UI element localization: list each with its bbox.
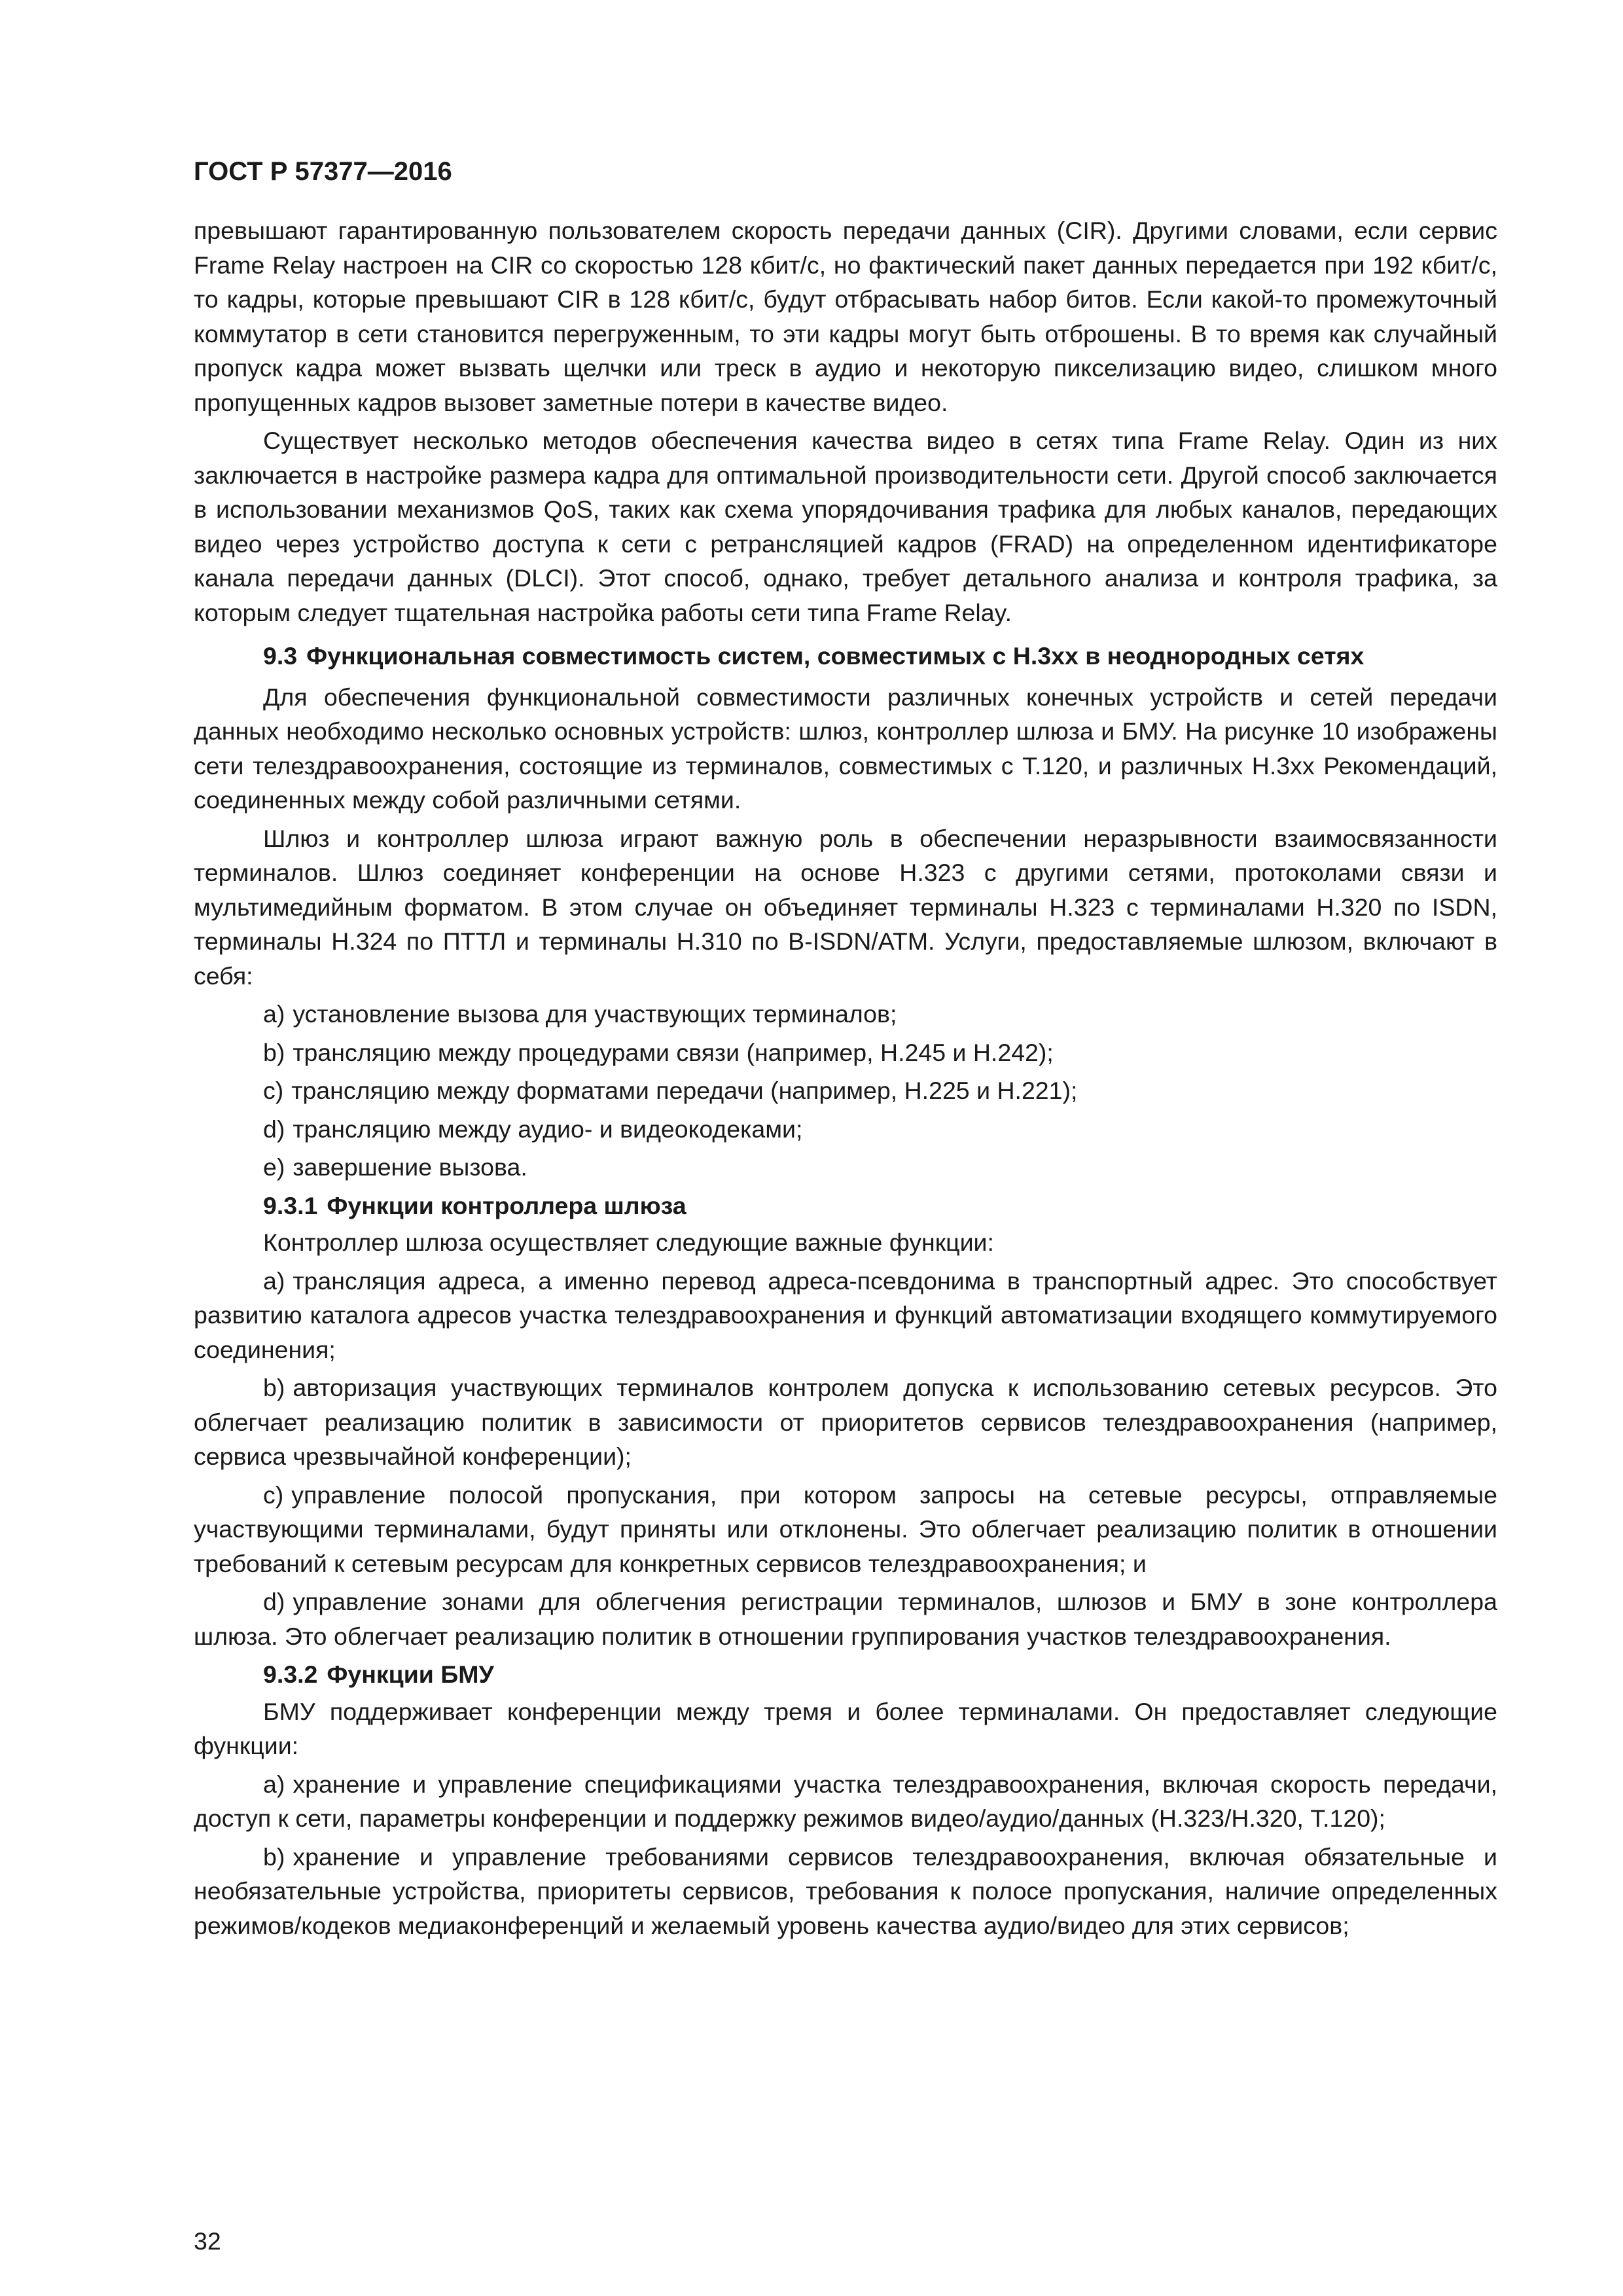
list-marker: e) xyxy=(263,1153,285,1181)
list-item-text: установление вызова для участвующих терминалов; xyxy=(293,1000,897,1028)
list-item xyxy=(194,1112,1497,1147)
paragraph-frame-relay-cir: превышают гарантированную пользователем скорость передачи данных (CIR). Другими словами, если сервис Frame Relay настроен на CIR со скоростью 128 кбит/с, но фактический пакет данных передается при 192 кбит/с, то кадры, которые превышают CIR в 128 кбит/с, будут отбрасывать набор битов. Если какой-то промежуточный коммутатор в сети становится перегруженным, то эти кадры могут быть отброшены. В то время как случайный пропуск кадра может вызвать щелчки или треск в аудио и некоторую пикселизацию видео, слишком много пропущенных кадров вызовет заметные потери в качестве видео. xyxy=(194,217,1497,416)
list-item xyxy=(194,1840,1497,1943)
list-marker: d) xyxy=(263,1115,285,1143)
list-marker: b) xyxy=(263,1842,285,1871)
section-number: 9.3.2 xyxy=(263,1660,318,1688)
document-page xyxy=(194,154,1497,2275)
list-item-text: управление зонами для облегчения регистрации терминалов, шлюзов и БМУ в зоне контроллера шлюза. Это облегчает реализацию политик в отношении группирования участков телездравоохранения. xyxy=(194,1588,1497,1650)
list-marker: d) xyxy=(263,1588,285,1615)
list-marker: a) xyxy=(263,1266,285,1295)
list-item xyxy=(194,997,1497,1031)
list-item xyxy=(194,1767,1497,1836)
list-item xyxy=(194,1478,1497,1581)
list-item-text: управление полосой пропускания, при котором запросы на сетевые ресурсы, отправляемые участвующими терминалами, будут приняты или отклонены. Это облегчает реализацию политик в отношении требований к сетевым ресурсам для конкретных сервисов телездравоохранения; и xyxy=(194,1480,1497,1577)
list-item-text: хранение и управление требованиями сервисов телездравоохранения, включая обязательные и необязательные устройства, приоритеты сервисов, требования к полосе пропускания, наличие определенных режимов/кодеков медиаконференций и желаемый уровень качества аудио/видео для этих сервисов; xyxy=(194,1842,1497,1939)
paragraph-video-quality-methods: Существует несколько методов обеспечения качества видео в сетях типа Frame Relay. Один из них заключается в настройке размера кадра для оптимальной производительности сети. Другой способ заключается в использовании механизмов QoS, таких как схема упорядочивания трафика для любых каналов, передающих видео через устройство доступа к сети с ретрансляцией кадров (FRAD) на определенном идентификаторе канала передачи данных (DLCI). Этот способ, однако, требует детального анализа и контроля трафика, за которым следует тщательная настройка работы сети типа Frame Relay. xyxy=(194,427,1497,626)
section-number: 9.3.1 xyxy=(263,1191,318,1219)
list-item xyxy=(194,1150,1497,1185)
section-title: Функции контроллера шлюза xyxy=(327,1191,687,1219)
list-item xyxy=(194,1585,1497,1653)
list-item-text: трансляция адреса, а именно перевод адреса-псевдонима в транспортный адрес. Это способствует развитию каталога адресов участка телездравоохранения и функций автоматизации входящего коммутируемого соединения; xyxy=(194,1266,1497,1363)
list-marker: a) xyxy=(263,1000,285,1028)
document-body xyxy=(194,213,1497,1943)
list-item xyxy=(194,1371,1497,1474)
paragraph-gateway-role: Шлюз и контроллер шлюза играют важную роль в обеспечении неразрывности взаимосвязанности терминалов. Шлюз соединяет конференции на основе Н.323 с другими сетями, протоколами связи и мультимедийным форматом. В этом случае он объединяет терминалы Н.323 с терминалами Н.320 по ISDN, терминалы Н.324 по ПТТЛ и терминалы Н.310 по B-ISDN/ATM. Услуги, предоставляемые шлюзом, включают в себя: xyxy=(194,824,1497,990)
section-heading-9-3-1 xyxy=(194,1189,1497,1223)
list-item xyxy=(194,1035,1497,1070)
paragraph-gatekeeper-intro: Контроллер шлюза осуществляет следующие важные функции: xyxy=(263,1229,994,1256)
list-item-text: трансляцию между форматами передачи (например, Н.225 и Н.221); xyxy=(291,1077,1078,1104)
list-item-text: трансляцию между процедурами связи (например, Н.245 и Н.242); xyxy=(293,1038,1054,1066)
section-heading-9-3-2 xyxy=(194,1657,1497,1692)
list-item xyxy=(194,1073,1497,1108)
paragraph-interoperability: Для обеспечения функциональной совместимости различных конечных устройств и сетей передачи данных необходимо несколько основных устройств: шлюз, контроллер шлюза и БМУ. На рисунке 10 изображены сети телездравоохранения, состоящие из терминалов, совместимых с Т.120, и различных Н.3хх Рекомендаций, соединенных между собой различными сетями. xyxy=(194,683,1497,814)
list-item-text: хранение и управление спецификациями участка телездравоохранения, включая скорость передачи, доступ к сети, параметры конференции и поддержку режимов видео/аудио/данных (Н.323/Н.320, Т.120); xyxy=(194,1770,1497,1832)
list-item-text: трансляцию между аудио- и видеокодеками; xyxy=(293,1115,803,1143)
list-marker: b) xyxy=(263,1038,285,1066)
paragraph-mcu-intro: БМУ поддерживает конференции между тремя и более терминалами. Он предоставляет следующие функции: xyxy=(194,1697,1497,1759)
list-marker: b) xyxy=(263,1374,285,1401)
section-title: Функции БМУ xyxy=(327,1660,494,1688)
section-number: 9.3 xyxy=(263,642,298,670)
document-header: ГОСТ Р 57377—2016 xyxy=(194,157,452,186)
list-marker: c) xyxy=(263,1480,284,1509)
list-item-text: авторизация участвующих терминалов контролем допуска к использованию сетевых ресурсов. Это облегчает реализацию политик в зависимости от приоритетов сервисов телездравоохранения (например, сервиса чрезвычайной конференции); xyxy=(194,1374,1497,1470)
list-marker: c) xyxy=(263,1077,284,1104)
section-title: Функциональная совместимость систем, совместимых с Н.3хх в неоднородных сетях xyxy=(306,642,1364,670)
section-heading-9-3 xyxy=(194,639,1497,673)
list-item-text: завершение вызова. xyxy=(293,1153,527,1181)
list-marker: a) xyxy=(263,1770,285,1798)
page-number: 32 xyxy=(194,2227,221,2255)
list-item xyxy=(194,1264,1497,1367)
